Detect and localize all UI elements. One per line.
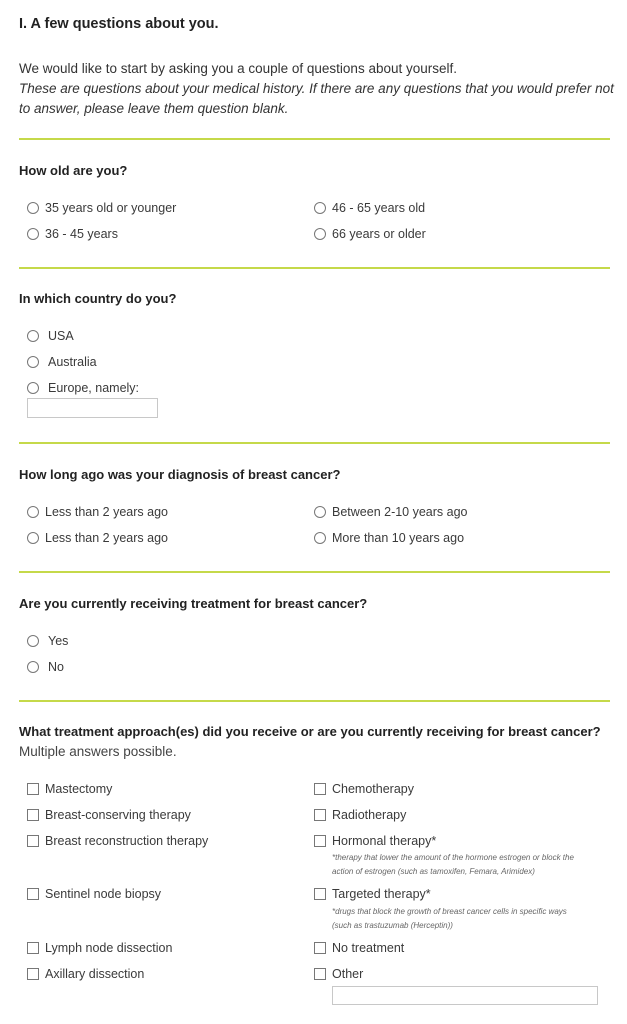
option-age-46-65[interactable]: 46 - 65 years old: [314, 201, 425, 215]
option-country-europe[interactable]: Europe, namely:: [27, 381, 139, 395]
question-treatment-approach: What treatment approach(es) did you receive or are you currently receiving for breast cancer?: [19, 724, 601, 739]
checkbox[interactable]: [27, 809, 39, 821]
option-age-36-45[interactable]: 36 - 45 years: [27, 227, 118, 241]
section-title: I. A few questions about you.: [19, 16, 219, 32]
divider: [19, 138, 610, 140]
checkbox-mastectomy[interactable]: Mastectomy: [27, 782, 112, 796]
radio-button[interactable]: [27, 202, 39, 214]
radio-button[interactable]: [27, 228, 39, 240]
checkbox[interactable]: [314, 835, 326, 847]
checkbox[interactable]: [314, 942, 326, 954]
option-age-35-or-younger[interactable]: 35 years old or younger: [27, 201, 176, 215]
radio-button[interactable]: [314, 228, 326, 240]
radio-button[interactable]: [27, 356, 39, 368]
radio-button[interactable]: [27, 661, 39, 673]
checkbox[interactable]: [314, 888, 326, 900]
checkbox[interactable]: [27, 888, 39, 900]
checkbox[interactable]: [27, 968, 39, 980]
intro-line: We would like to start by asking you a couple of questions about yourself.: [19, 61, 457, 76]
intro-text: [19, 59, 619, 119]
checkbox-lymph-node[interactable]: Lymph node dissection: [27, 941, 172, 955]
hormonal-note: *therapy that lower the amount of the hormone estrogen or block the action of estrogen (such as tamoxifen, Femara, Arimidex): [332, 853, 574, 876]
radio-button[interactable]: [27, 330, 39, 342]
radio-button[interactable]: [314, 202, 326, 214]
radio-button[interactable]: [27, 635, 39, 647]
checkbox[interactable]: [27, 942, 39, 954]
checkbox-sentinel-node[interactable]: Sentinel node biopsy: [27, 887, 161, 901]
option-treatment-no[interactable]: No: [27, 660, 64, 674]
radio-button[interactable]: [314, 532, 326, 544]
option-treatment-yes[interactable]: Yes: [27, 634, 68, 648]
option-diagnosis-less-than-2-b[interactable]: Less than 2 years ago: [27, 531, 168, 545]
checkbox-radiotherapy[interactable]: Radiotherapy: [314, 808, 406, 822]
option-diagnosis-2-10[interactable]: Between 2-10 years ago: [314, 505, 468, 519]
checkbox-no-treatment[interactable]: No treatment: [314, 941, 404, 955]
question-diagnosis: How long ago was your diagnosis of breast cancer?: [19, 467, 341, 482]
checkbox[interactable]: [314, 783, 326, 795]
checkbox[interactable]: [314, 968, 326, 980]
radio-button[interactable]: [314, 506, 326, 518]
targeted-note: *drugs that block the growth of breast cancer cells in specific ways (such as trastuzumab (Herceptin)): [332, 907, 567, 930]
divider: [19, 571, 610, 573]
checkbox-breast-conserving[interactable]: Breast-conserving therapy: [27, 808, 191, 822]
checkbox-axillary[interactable]: Axillary dissection: [27, 967, 144, 981]
divider: [19, 442, 610, 444]
radio-button[interactable]: [27, 506, 39, 518]
checkbox[interactable]: [27, 783, 39, 795]
checkbox-other[interactable]: Other: [314, 967, 363, 981]
checkbox-hormonal[interactable]: Hormonal therapy*: [314, 834, 436, 848]
divider: [19, 700, 610, 702]
radio-button[interactable]: [27, 532, 39, 544]
option-age-66-or-older[interactable]: 66 years or older: [314, 227, 426, 241]
option-country-usa[interactable]: USA: [27, 329, 74, 343]
question-age: How old are you?: [19, 163, 128, 178]
radio-button[interactable]: [27, 382, 39, 394]
checkbox-breast-reconstruction[interactable]: Breast reconstruction therapy: [27, 834, 208, 848]
checkbox[interactable]: [314, 809, 326, 821]
checkbox-chemotherapy[interactable]: Chemotherapy: [314, 782, 414, 796]
option-country-australia[interactable]: Australia: [27, 355, 97, 369]
question-country: In which country do you?: [19, 291, 177, 306]
checkbox-targeted[interactable]: Targeted therapy*: [314, 887, 431, 901]
checkbox[interactable]: [27, 835, 39, 847]
intro-note: These are questions about your medical history. If there are any questions that you would prefer not to answer, please leave them question blank.: [19, 81, 614, 116]
option-diagnosis-more-than-10[interactable]: More than 10 years ago: [314, 531, 464, 545]
europe-country-input[interactable]: [27, 398, 158, 418]
other-treatment-input[interactable]: [332, 986, 598, 1005]
question-current-treatment: Are you currently receiving treatment for breast cancer?: [19, 596, 368, 611]
question-subtitle: Multiple answers possible.: [19, 744, 177, 759]
option-diagnosis-less-than-2[interactable]: Less than 2 years ago: [27, 505, 168, 519]
divider: [19, 267, 610, 269]
